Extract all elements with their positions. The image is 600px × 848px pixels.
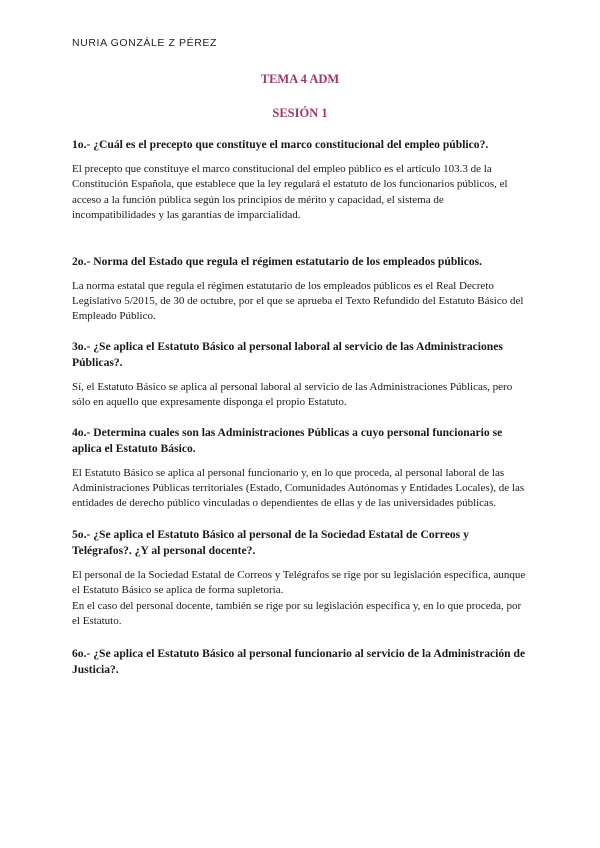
- qa-item-1: [72, 137, 528, 224]
- answer-5: El personal de la Sociedad Estatal de Correos y Telégrafos se rige por su legislación específica, aunque el Estatuto Básico se aplica de forma supletoria. En el caso del personal docente, también se rige por su legislación específica y, en lo que proceda, por el Estatuto.: [72, 568, 526, 628]
- answer-4: El Estatuto Básico se aplica al personal funcionario y, en lo que proceda, al personal laboral de las Administraciones Públicas territoriales (Estado, Comunidades Autónomas y Entidades Locales), de las entidades de derecho público vinculadas o dependientes de ellas y de las universidades públicas.: [72, 466, 525, 510]
- answer-3: Sí, el Estatuto Básico se aplica al personal laboral al servicio de las Administraciones Públicas, pero sólo en aquello que expresamente dispongа el propio Estatuto.: [72, 380, 513, 409]
- qa-item-3: [72, 339, 528, 411]
- question-5: 5o.- ¿Se aplica el Estatuto Básico al personal de la Sociedad Estatal de Correos y Telégrafos?. ¿Y al personal docente?.: [72, 527, 469, 557]
- question-4: 4o.- Determina cuales son las Administraciones Públicas a cuyo personal funcionario se aplica el Estatuto Básico.: [72, 425, 503, 455]
- question-3: 3o.- ¿Se aplica el Estatuto Básico al personal laboral al servicio de las Administraciones Públicas?.: [72, 339, 503, 369]
- qa-item-6: [72, 646, 528, 678]
- question-1: 1o.- ¿Cuál es el precepto que constituye el marco constitucional del empleo público?.: [72, 138, 489, 151]
- answer-2: La norma estatal que regula el régimen estatutario de los empleados públicos es el Real Decreto Legislativo 5/2015, de 30 de octubre, por el que se aprueba el Texto Refundido del Estatuto Básico del Empleado Público.: [72, 279, 524, 323]
- qa-list: [72, 137, 528, 687]
- qa-item-4: [72, 425, 528, 512]
- document-title: TEMA 4 ADM: [260, 72, 340, 86]
- question-6: 6o.- ¿Se aplica el Estatuto Básico al personal funcionario al servicio de la Administración de Justicia?.: [72, 646, 526, 676]
- answer-1: El precepto que constituye el marco constitucional del empleo público es el artículo 103.3 de la Constitución Española, que establece que la ley regulará el estatuto de los funcionarios públicos, el acceso a la función pública según los principios de mérito y capacidad, el sistema de incompatibilidades y las garantías de imparcialidad.: [72, 163, 508, 222]
- qa-item-5: [72, 527, 528, 630]
- session-title: SESIÓN 1: [272, 106, 328, 120]
- question-2: 2o.- Norma del Estado que regula el régimen estatutario de los empleados públicos.: [72, 254, 483, 268]
- qa-item-2: [72, 254, 528, 325]
- author-header: NURIA GONZÁLE Z PÉREZ: [72, 37, 218, 49]
